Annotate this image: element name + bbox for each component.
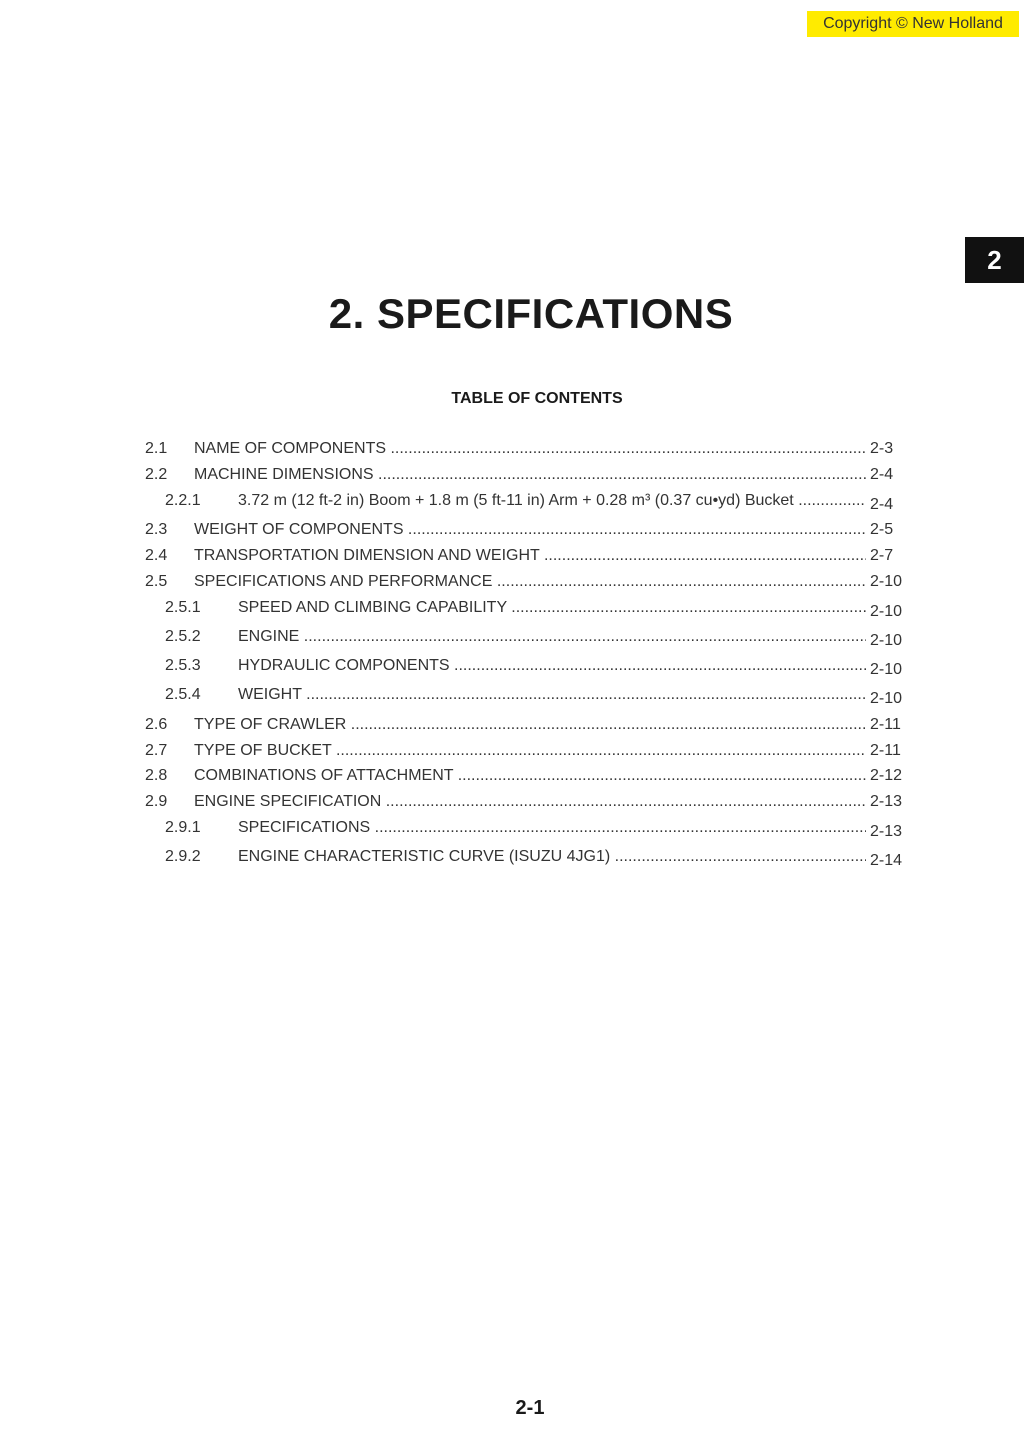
toc-entry[interactable] (145, 791, 906, 813)
toc-entry-title: HYDRAULIC COMPONENTS ..... (238, 655, 866, 677)
toc-entry-page: 2-3 (870, 440, 894, 457)
toc-entry[interactable] (145, 714, 906, 736)
toc-entry-title: SPECIFICATIONS AND PERFORMANCE ..... (194, 571, 866, 593)
toc-entry[interactable] (145, 571, 906, 593)
toc-entry-page: 2-13 (870, 823, 903, 840)
toc-entry-title: SPEED AND CLIMBING CAPABILITY ..... (238, 597, 866, 619)
toc-entry[interactable] (145, 464, 906, 486)
toc-entry-page: 2-11 (870, 742, 901, 759)
toc-entry-page: 2-4 (870, 466, 894, 483)
toc-entry-title: WEIGHT ..... (238, 684, 866, 706)
toc-entry-title: MACHINE DIMENSIONS ..... (194, 464, 866, 486)
toc-entry-title: TRANSPORTATION DIMENSION AND WEIGHT ..... (194, 545, 866, 567)
toc-entry-page: 2-11 (870, 716, 901, 733)
toc-entry-title: ENGINE CHARACTERISTIC CURVE (ISUZU 4JG1) ..... (238, 846, 866, 868)
toc-entry-page: 2-14 (870, 852, 903, 869)
toc-entry-number: 2.2 (145, 466, 168, 483)
copyright-banner: Copyright © New Holland (807, 11, 1019, 37)
toc-subentry[interactable] (165, 655, 906, 677)
toc-entry-number: 2.5.4 (165, 686, 201, 703)
toc-entry-number: 2.7 (145, 742, 168, 759)
toc-entry-number: 2.5 (145, 573, 168, 590)
chapter-tab: 2 (965, 237, 1024, 283)
toc-entry-page: 2-10 (870, 661, 903, 678)
toc-entry-number: 2.5.1 (165, 599, 201, 616)
toc-entry[interactable] (145, 545, 906, 567)
toc-entry-page: 2-7 (870, 547, 894, 564)
toc-entry-title: TYPE OF CRAWLER ..... (194, 714, 866, 736)
toc-entry-number: 2.1 (145, 440, 168, 457)
toc-entry-title: NAME OF COMPONENTS ..... (194, 438, 866, 460)
toc-entry-page: 2-10 (870, 690, 903, 707)
toc-entry-title: ENGINE ..... (238, 626, 866, 648)
toc-subentry[interactable] (165, 846, 906, 868)
toc-entry-number: 2.8 (145, 767, 168, 784)
toc-entry-title: SPECIFICATIONS ..... (238, 817, 866, 839)
toc-entry-number: 2.5.2 (165, 628, 201, 645)
toc-entry-number: 2.4 (145, 547, 168, 564)
page-title: 2. SPECIFICATIONS (328, 290, 734, 337)
toc-entry-page: 2-12 (870, 767, 903, 784)
toc-entry-title: COMBINATIONS OF ATTACHMENT ..... (194, 765, 866, 787)
toc-entry-page: 2-10 (870, 632, 903, 649)
toc-entry-title: 3.72 m (12 ft-2 in) Boom + 1.8 m (5 ft-11 in) Arm + 0.28 m³ (0.37 cu•yd) Bucket ..... (238, 490, 866, 512)
toc-entry-number: 2.2.1 (165, 492, 201, 509)
toc-entry-title: TYPE OF BUCKET ..... (194, 740, 866, 762)
toc-entry-page: 2-13 (870, 793, 903, 810)
toc-entry-number: 2.5.3 (165, 657, 201, 674)
toc-entry[interactable] (145, 519, 906, 541)
toc-entry[interactable] (145, 765, 906, 787)
toc-entry-number: 2.6 (145, 716, 168, 733)
toc-entry-number: 2.9.1 (165, 819, 201, 836)
toc-entry-number: 2.9.2 (165, 848, 201, 865)
toc-entry-page: 2-5 (870, 521, 894, 538)
toc-entry[interactable] (145, 740, 906, 762)
page-number: 2-1 (515, 1397, 545, 1419)
toc-entry-page: 2-10 (870, 603, 903, 620)
toc-subentry[interactable] (165, 817, 906, 839)
toc-subentry[interactable] (165, 597, 906, 619)
toc-subentry[interactable] (165, 684, 906, 706)
toc-entry-page: 2-10 (870, 573, 903, 590)
toc-entry-title: ENGINE SPECIFICATION ..... (194, 791, 866, 813)
toc-entry-number: 2.9 (145, 793, 168, 810)
toc-entry-page: 2-4 (870, 496, 894, 513)
toc-subentry[interactable] (165, 490, 906, 512)
toc-entry[interactable] (145, 438, 906, 460)
toc-entry-number: 2.3 (145, 521, 168, 538)
toc-entry-title: WEIGHT OF COMPONENTS ..... (194, 519, 866, 541)
toc-subentry[interactable] (165, 626, 906, 648)
toc-heading: TABLE OF CONTENTS (451, 390, 623, 407)
